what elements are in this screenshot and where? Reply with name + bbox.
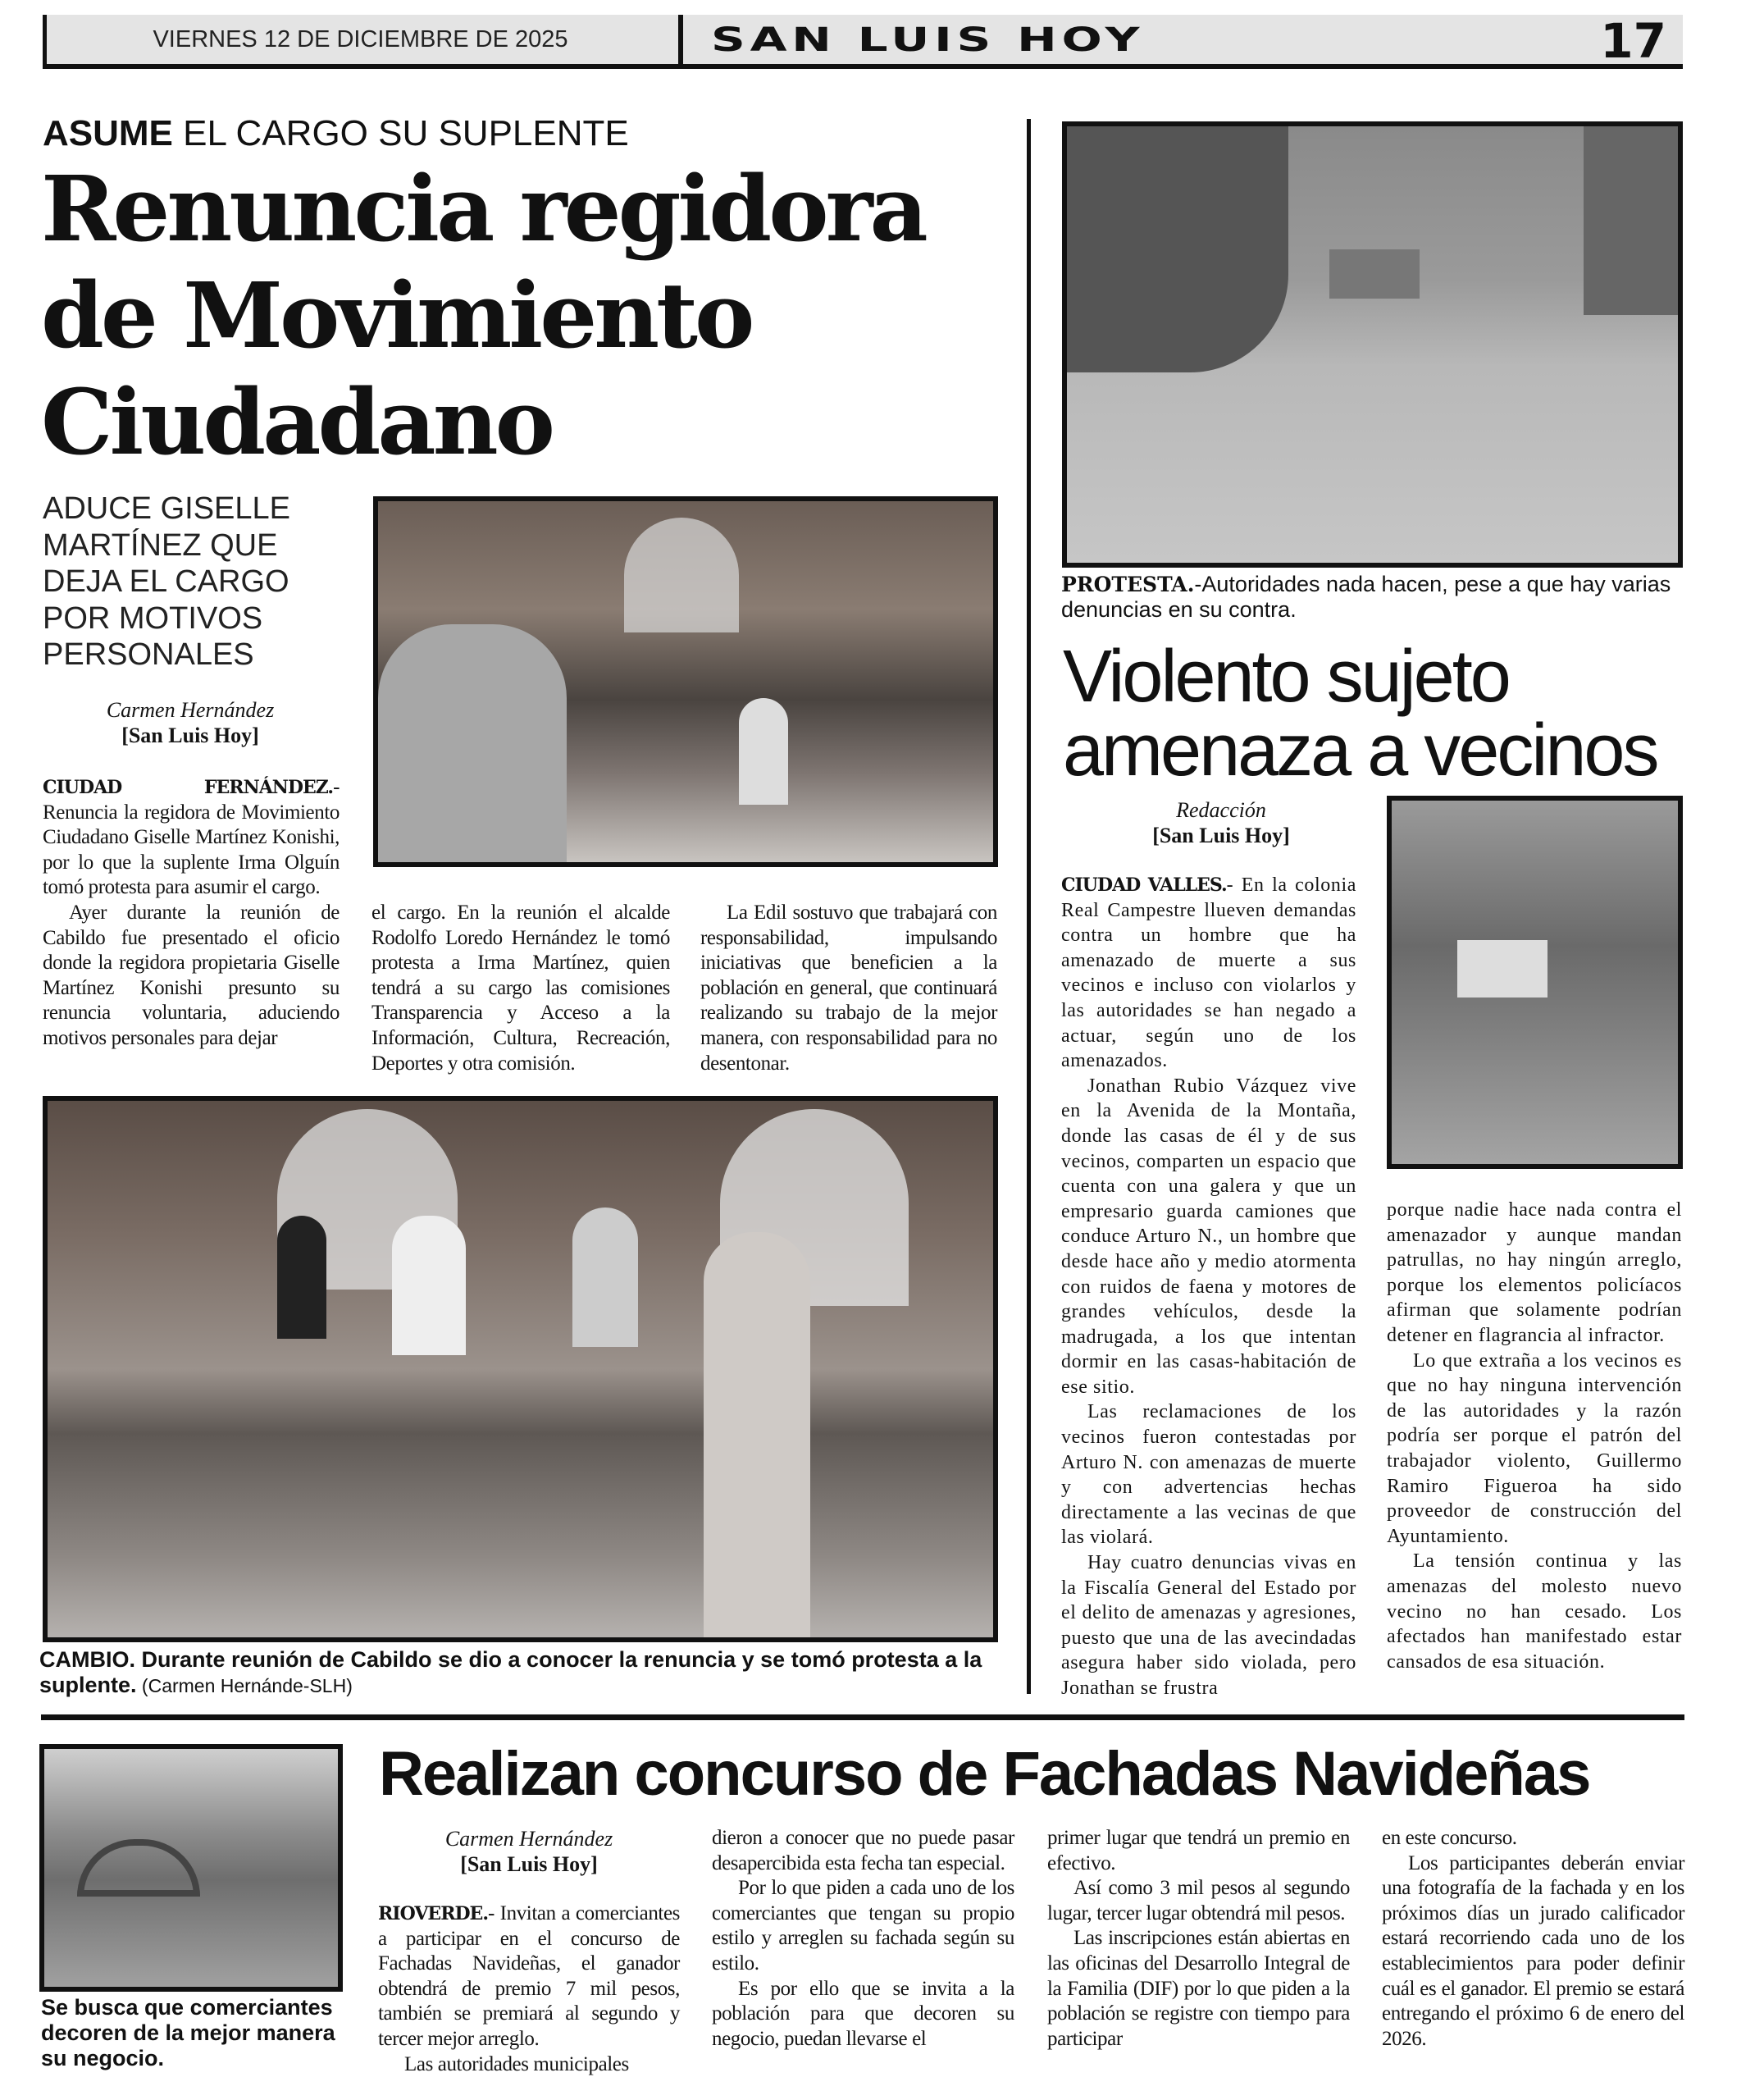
paragraph-text: - Invitan a comerciantes a participar en el concurso de Fachadas Navideñas, el ganador obtendrá de premio 7 mil pesos, también se premiará al segundo y tercer mejor arreglo. <box>378 1902 680 2050</box>
byline-outlet: [San Luis Hoy] <box>121 724 259 747</box>
body-paragraph <box>1047 1926 1350 2052</box>
caption-text: Durante reunión de Cabildo se dio a conocer la renuncia y se tomó protesta a la suplente. <box>39 1647 982 1697</box>
body-paragraph <box>378 2052 680 2078</box>
article1-byline <box>43 697 338 748</box>
body-paragraph <box>1061 873 1356 1074</box>
article2-column-1 <box>1061 873 1356 1701</box>
byline-author: Carmen Hernández <box>444 1827 613 1851</box>
paragraph-text: dieron a conocer que no puede pasar desapercibida esta fecha tan especial. <box>712 1827 1014 1874</box>
body-paragraph <box>700 901 997 1076</box>
headline-line: Ciudadano <box>41 369 553 475</box>
masthead: SAN LUIS HOY <box>711 21 1145 59</box>
body-paragraph <box>712 1826 1014 1876</box>
article2-headline <box>1063 636 1657 792</box>
paragraph-text: primer lugar que tendrá un premio en efectivo. <box>1047 1827 1350 1874</box>
paragraph-text: Los participantes deberán enviar una fotografía de la fachada y en los próximos días un jurado calificador estará recorriendo cada uno de los establecimientos para poder definir cuál es el ganador. El premio se estará entregando el próximo 6 de enero del 2026. <box>1382 1851 1684 2050</box>
paragraph-text: Las reclamaciones de los vecinos fueron contestadas por Arturo N. con amenazas de muerte y con advertencias hechas directamente a las vecinas de que las violará. <box>1061 1401 1356 1549</box>
article1-column-1 <box>43 775 340 1052</box>
paragraph-text: La tensión continua y las amenazas del molesto nuevo vecino no han cesado. Los afectados han manifestado estar cansados de esa situación. <box>1387 1550 1682 1673</box>
dateline: CIUDAD VALLES. <box>1061 874 1227 896</box>
headline-line: de Movimiento <box>41 262 752 368</box>
body-paragraph <box>712 1977 1014 2052</box>
body-paragraph <box>378 1901 680 2052</box>
caption-text: -Autoridades nada hacen, pese a que hay varias denuncias en su contra. <box>1061 572 1671 622</box>
dateline: RIOVERDE. <box>378 1903 488 1924</box>
article2-photo-caption <box>1061 572 1684 623</box>
article1-column-3 <box>700 901 997 1076</box>
article2-byline <box>1061 797 1381 848</box>
body-paragraph <box>1061 1550 1356 1701</box>
article1-photo-swearing-in <box>43 1096 998 1642</box>
article3-photo-caption: Se busca que comerciantes decoren de la mejor manera su negocio. <box>41 1995 335 2070</box>
body-paragraph <box>1387 1198 1682 1349</box>
caption-label: PROTESTA. <box>1061 573 1195 596</box>
article1-headline <box>41 156 1025 476</box>
body-paragraph <box>1387 1349 1682 1550</box>
headline-line: amenaza a vecinos <box>1063 710 1657 792</box>
article3-photo-facade <box>39 1744 343 1992</box>
article1-deck: ADUCE GISELLE MARTÍNEZ QUE DEJA EL CARGO POR MOTIVOS PERSONALES <box>43 491 290 672</box>
header-divider <box>678 15 683 69</box>
body-paragraph <box>1061 1074 1356 1400</box>
byline-outlet: [San Luis Hoy] <box>1152 824 1290 847</box>
article1-column-2 <box>371 901 670 1076</box>
article1-photo-caption <box>39 1647 1003 1699</box>
paragraph-text: Jonathan Rubio Vázquez vive en la Avenida de la Montaña, donde las casas de él y de sus vecinos, comparten un espacio que cuenta con una galera y que un empresario guarda camiones que conduce Arturo N., un hombre que desde hace año y medio atormenta con ruidos de faena y motores de grandes vehículos, desde la madrugada, a los que intentan dormir en las casas-habitación de ese sitio. <box>1061 1075 1356 1398</box>
body-paragraph <box>43 901 340 1052</box>
body-paragraph <box>712 1876 1014 1976</box>
page-number: 17 <box>1600 13 1666 69</box>
paragraph-text: - Renuncia la regidora de Movimiento Ciudadano Giselle Martínez Konishi, por lo que la suplente Irma Olguín tomó protesta para asumir el cargo. <box>43 776 340 899</box>
article2-photo-truck <box>1387 796 1683 1169</box>
page-header <box>43 15 1683 69</box>
paragraph-text: Por lo que piden a cada uno de los comerciantes que tengan su propio estilo y arreglen su fachada según su estilo. <box>712 1877 1014 1974</box>
headline-line: Renuncia regidora <box>41 156 925 262</box>
article2-photo-street <box>1062 121 1683 568</box>
body-paragraph <box>371 901 670 1076</box>
kicker-rest: EL CARGO SU SUPLENTE <box>172 113 629 153</box>
paragraph-text: en este concurso. <box>1382 1827 1517 1849</box>
body-paragraph <box>1047 1876 1350 1926</box>
body-paragraph <box>1047 1826 1350 1876</box>
byline-author: Redacción <box>1176 798 1266 822</box>
photo-credit: (Carmen Hernánde-SLH) <box>136 1675 353 1696</box>
paragraph-text: Lo que extraña a los vecinos es que no hay ninguna intervención de las autoridades y la razón podría ser porque el patrón del trabajador violento, Guillermo Ramiro Figueroa ha sido proveedor de construcción del Ayuntamiento. <box>1387 1349 1682 1547</box>
section-divider <box>41 1714 1684 1720</box>
article3-column-2 <box>712 1826 1014 2052</box>
body-paragraph <box>1387 1549 1682 1674</box>
body-paragraph <box>43 775 340 901</box>
column-divider <box>1027 119 1031 1694</box>
body-paragraph <box>1382 1826 1684 1851</box>
caption-label: CAMBIO. <box>39 1647 135 1672</box>
body-paragraph <box>1061 1399 1356 1550</box>
paragraph-text: - En la colonia Real Campestre llueven demandas contra un hombre que ha amenazado de muerte a sus vecinos e incluso con violarlos y las autoridades se han negado a actuar, según uno de los amenazados. <box>1061 874 1356 1072</box>
paragraph-text: Así como 3 mil pesos al segundo lugar, tercer lugar obtendrá mil pesos. <box>1047 1877 1350 1924</box>
body-paragraph <box>1382 1851 1684 2052</box>
issue-date: VIERNES 12 DE DICIEMBRE DE 2025 <box>153 26 568 52</box>
article3-byline <box>378 1826 680 1877</box>
article3-headline: Realizan concurso de Fachadas Navideñas <box>379 1739 1590 1809</box>
paragraph-text: Ayer durante la reunión de Cabildo fue presentado el oficio donde la regidora propietaria Giselle Martínez Konishi presunto su renuncia voluntaria, aduciendo motivos personales para dejar <box>43 901 340 1049</box>
paragraph-text: Las autoridades municipales <box>404 2052 629 2075</box>
paragraph-text: porque nadie hace nada contra el amenazador y aunque mandan patrullas, no hay ningún arreglo, porque los elementos policíacos afirman que solamente podrían detener en flagrancia al infractor. <box>1387 1199 1682 1346</box>
headline-line: Violento sujeto <box>1063 636 1509 718</box>
article3-column-4 <box>1382 1826 1684 2052</box>
article1-photo-meeting <box>373 496 998 867</box>
article3-column-1 <box>378 1901 680 2077</box>
paragraph-text: Es por ello que se invita a la población para que decoren su negocio, puedan llevarse el <box>712 1977 1014 2050</box>
byline-author: Carmen Hernández <box>106 698 275 722</box>
article3-column-3 <box>1047 1826 1350 2052</box>
article2-column-2 <box>1387 1198 1682 1674</box>
kicker-bold: ASUME <box>43 113 173 153</box>
paragraph-text: Las inscripciones están abiertas en las oficinas del Desarrollo Integral de la Familia (DIF) por lo que piden a la población se registre con tiempo para participar <box>1047 1927 1350 2050</box>
article1-kicker <box>43 113 629 154</box>
paragraph-text: Hay cuatro denuncias vivas en la Fiscalía General del Estado por el delito de amenazas y agresiones, puesto que una de las avecindadas asegura haber sido violada, pero Jonathan se frustra <box>1061 1552 1356 1699</box>
dateline: CIUDAD FERNÁNDEZ. <box>43 777 334 798</box>
paragraph-text: el cargo. En la reunión el alcalde Rodolfo Loredo Hernández le tomó protesta a Irma Martínez, quien tendrá a su cargo las comisiones Transparencia y Acceso a la Información, Cultura, Recreación, Deportes y otra comisión. <box>371 902 670 1075</box>
paragraph-text: La Edil sostuvo que trabajará con responsabilidad, impulsando iniciativas que beneficien a la población en general, que continuará realizando su trabajo de la mejor manera, con responsabilidad para no desentonar. <box>700 902 997 1075</box>
byline-outlet: [San Luis Hoy] <box>460 1852 598 1876</box>
